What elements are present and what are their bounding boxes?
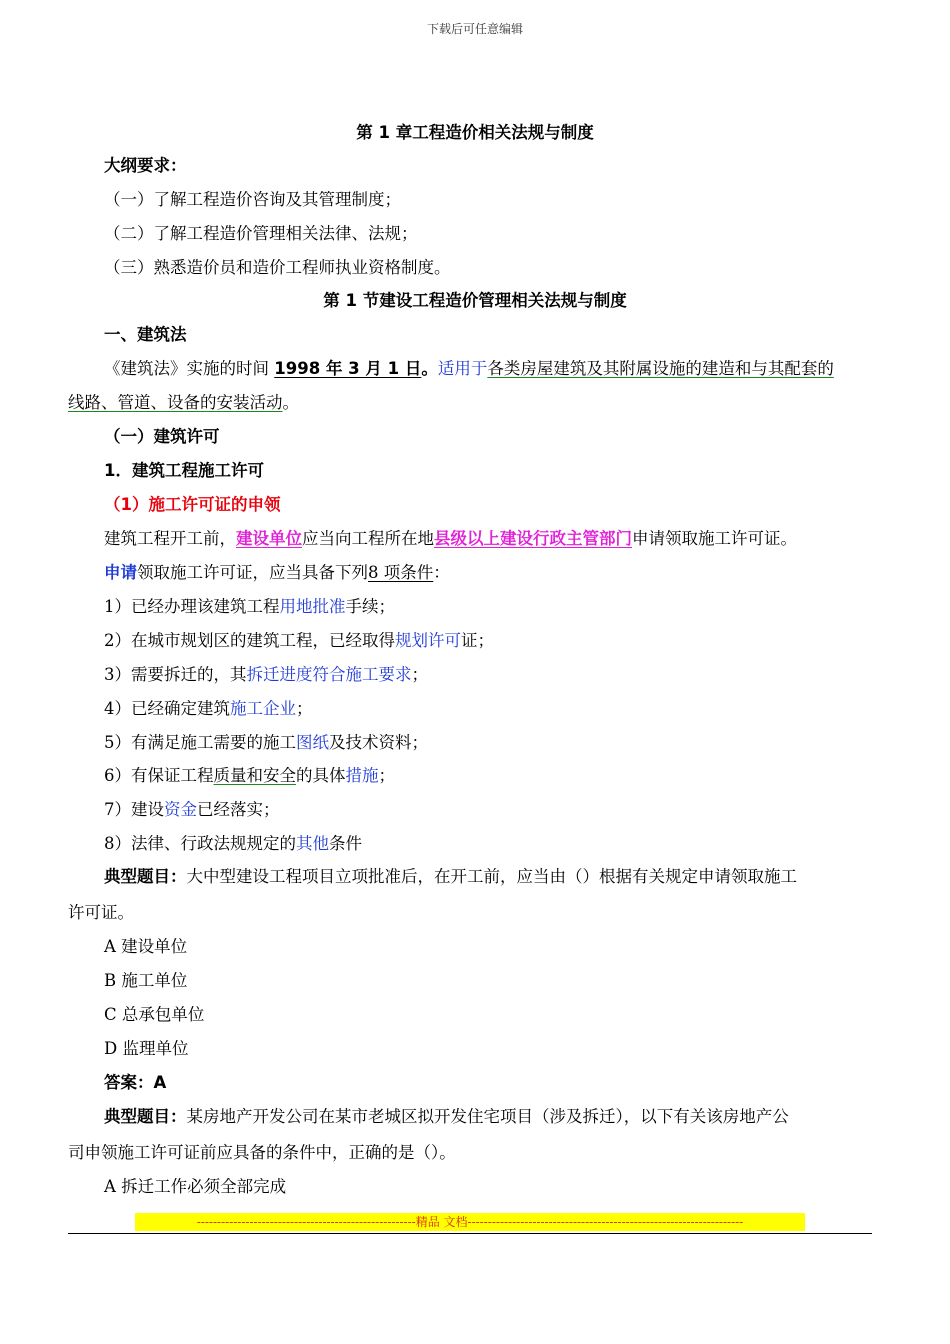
condition-text: 3）需要拆迁的，其 (104, 665, 247, 684)
permit-application-heading: （1）施工许可证的申领 (104, 495, 281, 514)
question-option: A 拆迁工作必须全部完成 (104, 1177, 287, 1196)
question-text: 大中型建设工程项目立项批准后，在开工前，应当由（）根据有关规定申请领取施工 (186, 867, 797, 886)
question-label: 典型题目： (104, 867, 187, 886)
law-scope-label: 适用于 (437, 359, 488, 378)
apply-label: 申请 (104, 563, 137, 582)
outline-heading: 大纲要求： (104, 156, 187, 175)
law-scope: 线路、管道、设备的安装活动 (68, 393, 283, 412)
apply-text: ： (433, 563, 450, 582)
law-paragraph-line-1 (104, 358, 950, 380)
condition-item (104, 765, 950, 787)
question-1-line-2: 许可证。 (68, 903, 134, 922)
law-heading: 一、建筑法 (104, 325, 187, 344)
condition-text: 的具体 (296, 766, 346, 785)
question-1-line-1 (104, 866, 950, 888)
condition-text: 已经落实； (197, 800, 280, 819)
outline-item: （三）熟悉造价员和造价工程师执业资格制度。 (104, 258, 451, 277)
permit-paragraph (104, 528, 950, 550)
condition-item (104, 596, 950, 618)
footer-divider (68, 1233, 872, 1234)
condition-item (104, 732, 950, 754)
condition-keyword: 资金 (164, 800, 197, 819)
permit-department: 县级以上建设行政主管部门 (434, 529, 632, 548)
question-2-line-2: 司申领施工许可证前应具备的条件中，正确的是（）。 (68, 1143, 456, 1162)
question-2-line-1 (104, 1106, 950, 1128)
permit-text: 申请领取施工许可证。 (632, 529, 797, 548)
condition-keyword: 拆迁进度符合施工要求 (246, 665, 412, 684)
question-option: A 建设单位 (104, 937, 188, 956)
condition-keyword: 图纸 (296, 733, 329, 752)
condition-keyword: 用地批准 (279, 597, 346, 616)
condition-keyword: 施工企业 (230, 699, 296, 718)
question-option: B 施工单位 (104, 971, 188, 990)
condition-text: ； (411, 665, 428, 684)
chapter-title: 第 1 章工程造价相关法规与制度 (356, 123, 594, 142)
section-title: 第 1 节建设工程造价管理相关法规与制度 (323, 291, 627, 310)
condition-item (104, 799, 950, 821)
question-text: 某房地产开发公司在某市老城区拟开发住宅项目（涉及拆迁），以下有关该房地产公 (186, 1107, 789, 1126)
condition-item (104, 664, 950, 686)
permit-party: 建设单位 (236, 529, 302, 548)
outline-item: （二）了解工程造价管理相关法律、法规； (104, 224, 418, 243)
header-note: 下载后可任意编辑 (426, 22, 523, 36)
condition-text: 手续； (345, 597, 395, 616)
condition-text: 证； (461, 631, 494, 650)
answer-label: 答案： (104, 1073, 154, 1092)
permit-heading: （一）建筑许可 (104, 427, 220, 446)
law-text: 。 (421, 359, 438, 378)
permit-text: 应当向工程所在地 (302, 529, 434, 548)
outline-item: （一）了解工程造价咨询及其管理制度； (104, 190, 401, 209)
condition-keyword: 其他 (296, 834, 329, 853)
condition-text: 7）建设 (104, 800, 164, 819)
permit-subheading: 1．建筑工程施工许可 (104, 461, 264, 480)
apply-count: 8 项条件 (368, 563, 434, 582)
condition-item (104, 630, 950, 652)
condition-text: 4）已经确定建筑 (104, 699, 230, 718)
condition-text: 6）有保证工程 (104, 766, 214, 785)
condition-text: 条件 (329, 834, 362, 853)
condition-keyword: 措施 (345, 766, 379, 785)
condition-text: 5）有满足施工需要的施工 (104, 733, 296, 752)
question-option: C 总承包单位 (104, 1005, 205, 1024)
answer-value: A (153, 1073, 167, 1092)
question-option: D 监理单位 (104, 1039, 189, 1058)
condition-text: 8）法律、行政法规规定的 (104, 834, 296, 853)
condition-item (104, 698, 950, 720)
apply-paragraph (104, 562, 950, 584)
law-paragraph-line-2 (68, 392, 950, 414)
condition-text: ； (378, 766, 395, 785)
condition-underlined: 质量和安全 (213, 766, 296, 785)
condition-text: 2）在城市规划区的建筑工程，已经取得 (104, 631, 395, 650)
law-effective-date: 1998 年 3 月 1 日 (274, 359, 422, 378)
condition-text: 及技术资料； (329, 733, 428, 752)
condition-keyword: 规划许可 (395, 631, 461, 650)
law-scope: 各类房屋建筑及其附属设施的建造和与其配套的 (487, 359, 834, 378)
permit-text: 建筑工程开工前， (104, 529, 236, 548)
question-1-answer (104, 1072, 950, 1094)
question-label: 典型题目： (104, 1107, 187, 1126)
footer-banner: ------------------------------------------------------精品 文档-------------------------------------------------------------------- (135, 1213, 805, 1231)
condition-text: ； (296, 699, 313, 718)
law-text: 《建筑法》实施的时间 (104, 359, 275, 378)
condition-text: 1）已经办理该建筑工程 (104, 597, 280, 616)
apply-text: 领取施工许可证，应当具备下列 (137, 563, 368, 582)
condition-item (104, 833, 950, 855)
law-text: 。 (282, 393, 299, 412)
